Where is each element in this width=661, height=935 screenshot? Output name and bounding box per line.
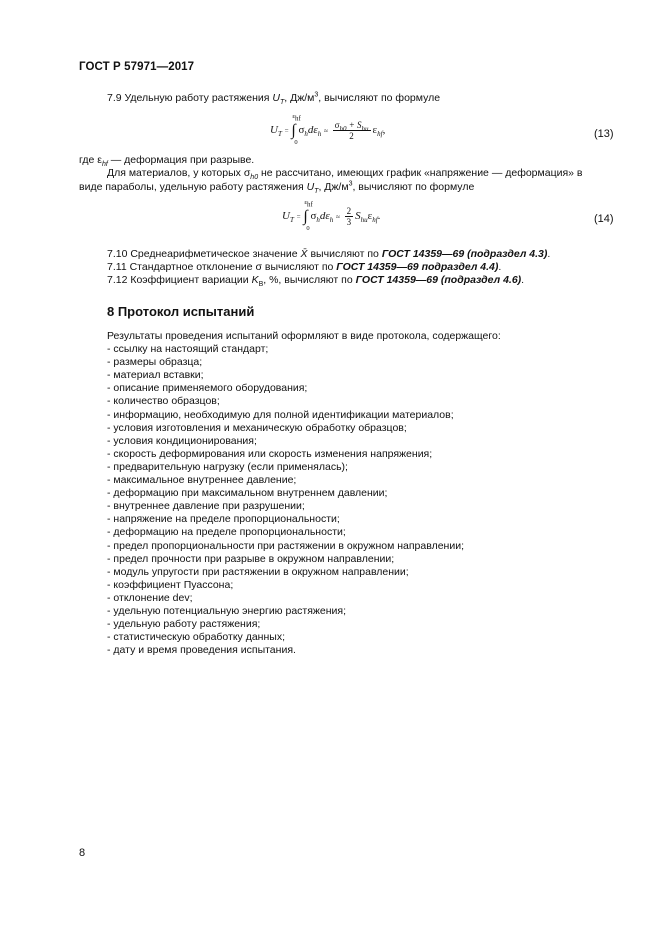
list-item: - напряжение на пределе пропорциональности; [107,513,340,526]
list-item: - дату и время проведения испытания. [107,644,296,657]
list-item: - условия кондиционирования; [107,434,257,447]
list-item: - отклонение dev; [107,591,193,604]
paragraph-materials-line2: виде параболы, удельную работу растяжения $U_T$, $Дж/м^3$, вычисляют по формуле [79,180,475,196]
paragraph-7-11: 7.11 Стандартное отклонение σ вычисляют по ГОСТ 14359—69 подраздел 4.4). [107,261,502,273]
paragraph-7-9: 7.9 Удельную работу растяжения $U_T$, $Дж/м^3$, вычисляют по формуле [107,91,441,107]
integral-sign: ∫ $\varepsilon_{hf}$ 0 [303,198,313,232]
list-item: - описание применяемого оборудования; [107,382,308,395]
section-8-title: 8 Протокол испытаний [107,304,255,319]
list-item: - условия изготовления и механическую обработку образцов; [107,421,407,434]
list-item: - максимальное внутреннее давление; [107,474,297,487]
formula-14-fraction: $\frac{2}{3}$ [346,206,352,227]
list-item: - удельную работу растяжения; [107,618,261,631]
list-item: - модуль упругости при растяжении в окружном направлении; [107,565,409,578]
formula-13: $U_T$ = ∫ $\varepsilon_{hf}$ 0 $\sigma_hd\varepsilon_h$ ≈ $\frac{\sigma_{h0} + S_{hu}}{2}$ $\varepsilon_{hf}$, [270,112,386,146]
formula-14-number: (14) [594,213,614,225]
list-item: - скорость деформирования или скорость изменения напряжения; [107,447,433,460]
where-line: где $\varepsilon_{hf}$ — деформация при разрыве. [79,154,255,169]
list-item: - материал вставки; [107,369,204,382]
protocol-intro: Результаты проведения испытаний оформляют в виде протокола, содержащего: [107,330,501,342]
paragraph-materials-line1: Для материалов, у которых $\sigma_{h0}$ не рассчитано, имеющих график «напряжение — деформация» в [107,167,583,182]
list-item: - предел прочности при разрыве в окружном направлении; [107,552,395,565]
list-item: - ссылку на настоящий стандарт; [107,343,269,356]
list-item: - коэффициент Пуассона; [107,578,234,591]
integral-sign: ∫ $\varepsilon_{hf}$ 0 [291,112,301,146]
list-item: - предварительную нагрузку (если применялась); [107,460,348,473]
list-item: - деформацию на пределе пропорциональности; [107,526,346,539]
paragraph-7-10: 7.10 Среднеарифметическое значение X̄ вычисляют по ГОСТ 14359—69 (подраздел 4.3). [107,248,551,260]
list-item: - статистическую обработку данных; [107,631,285,644]
document-header: ГОСТ Р 57971—2017 [79,61,195,73]
list-item: - предел пропорциональности при растяжении в окружном направлении; [107,539,464,552]
formula-13-number: (13) [594,128,614,140]
list-item: - информацию, необходимую для полной идентификации материалов; [107,408,454,421]
page-number: 8 [79,847,86,859]
list-item: - деформацию при максимальном внутреннем давлении; [107,487,388,500]
list-item: - внутреннее давление при разрушении; [107,500,305,513]
list-item: - удельную потенциальную энергию растяжения; [107,604,347,617]
formula-14: $U_T$ = ∫ $\varepsilon_{hf}$ 0 $\sigma_hd\varepsilon_h$ ≈ $\frac{2}{3}$ $S_{hu}\varepsilon_{hf}$. [282,198,381,232]
paragraph-7-12: 7.12 Коэффициент вариации $K_B$, %, вычисляют по ГОСТ 14359—69 (подраздел 4.6). [107,274,525,289]
list-item: - размеры образца; [107,356,203,369]
protocol-list [107,330,501,657]
list-item: - количество образцов; [107,395,220,408]
formula-13-fraction: $\frac{\sigma_{h0} + S_{hu}}{2}$ [334,120,369,141]
